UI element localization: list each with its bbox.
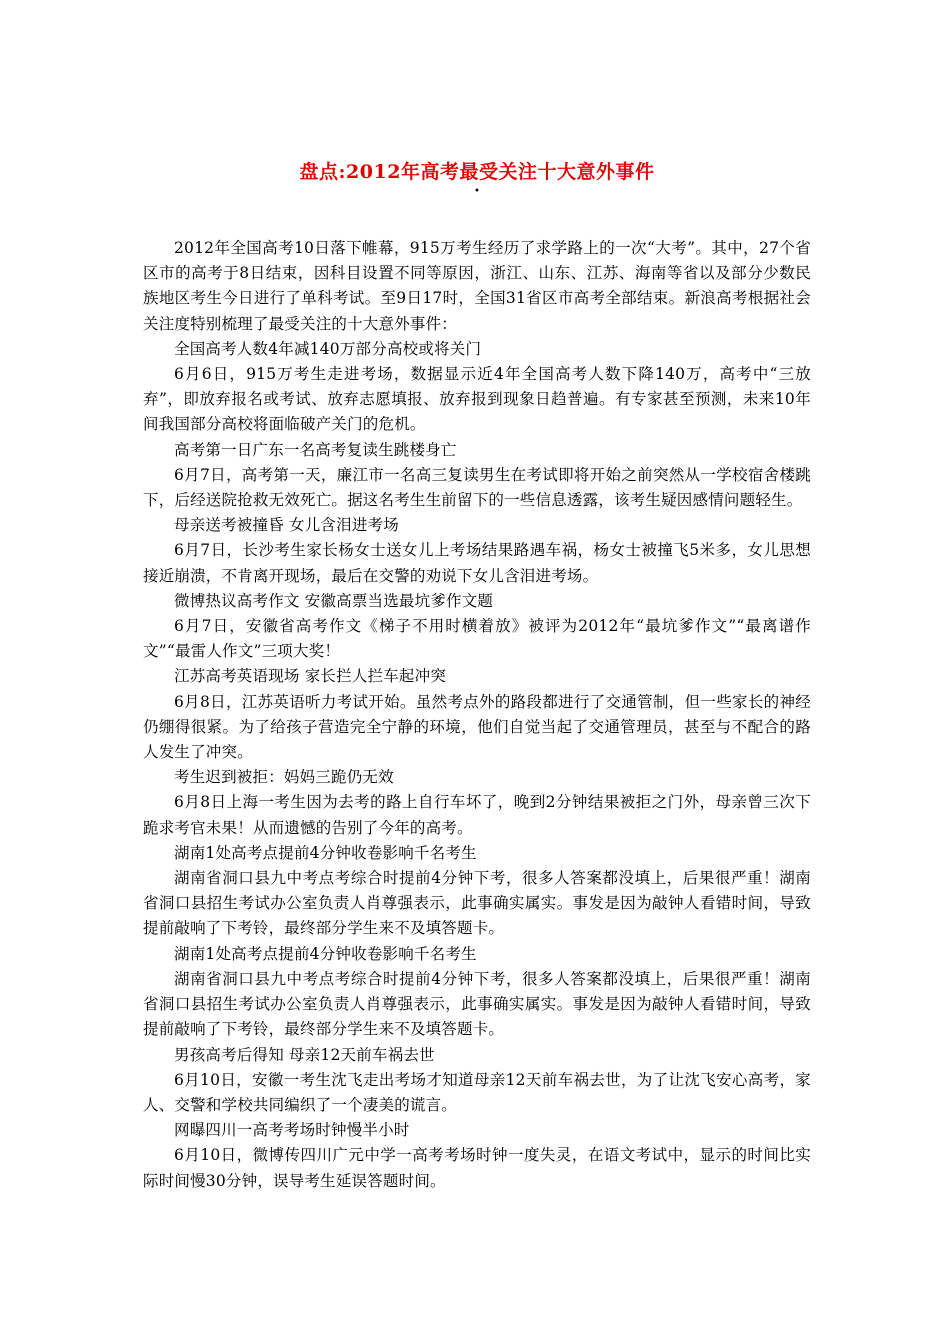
event-heading: 湖南1处高考点提前4分钟收卷影响千名考生: [174, 944, 477, 963]
event-heading: 高考第一日广东一名高考复读生跳楼身亡: [174, 440, 457, 459]
intro-paragraph: 2012年全国高考10日落下帷幕，915万考生经历了求学路上的一次“大考”。其中，27个省区市的高考于8日结束，因科目设置不同等原因，浙江、山东、江苏、海南等省以及部分少数民族地区考生今日进行了单科考试。至9日17时，全国31省区市高考全部结束。新浪高考根据社会关注度特别梳理了最受关注的十大意外事件：: [143, 239, 811, 333]
event-heading: 全国高考人数4年减140万部分高校或将关门: [174, 339, 482, 358]
event-heading: 考生迟到被拒：妈妈三跪仍无效: [174, 768, 394, 787]
event-paragraph: 6月10日，安徽一考生沈飞走出考场才知道母亲12天前车祸去世，为了让沈飞安心高考，家人、交警和学校共同编织了一个凄美的谎言。: [143, 1070, 811, 1114]
event-heading: 湖南1处高考点提前4分钟收卷影响千名考生: [174, 843, 477, 862]
event-paragraph: 6月8日上海一考生因为去考的路上自行车坏了，晚到2分钟结果被拒之门外，母亲曾三次下跪求考官未果！从而遗憾的告别了今年的高考。: [143, 793, 811, 837]
event-paragraph: 6月7日，长沙考生家长杨女士送女儿上考场结果路遇车祸，杨女士被撞飞5米多，女儿思想接近崩溃，不肯离开现场，最后在交警的劝说下女儿含泪进考场。: [143, 541, 811, 585]
event-heading: 男孩高考后得知 母亲12天前车祸去世: [174, 1045, 435, 1064]
event-paragraph: 6月7日，高考第一天，廉江市一名高三复读男生在考试即将开始之前突然从一学校宿舍楼跳下，后经送院抢救无效死亡。据这名考生生前留下的一些信息透露，该考生疑因感情问题轻生。: [143, 465, 811, 510]
event-paragraph: 6月7日，安徽省高考作文《梯子不用时横着放》被评为2012年“最坑爹作文”“最离谱作文”“最雷人作文”三项大奖！: [143, 617, 811, 661]
document-page: [143, 158, 811, 1194]
title-bullet: •: [474, 186, 480, 197]
event-paragraph: 湖南省洞口县九中考点考综合时提前4分钟下考，很多人答案都没填上，后果很严重！湖南省洞口县招生考试办公室负责人肖尊强表示，此事确实属实。事发是因为敲钟人看错时间，导致提前敲响了下考铃，最终部分学生来不及填答题卡。: [143, 969, 811, 1039]
event-paragraph: 6月6日，915万考生走进考场，数据显示近4年全国高考人数下降140万，高考中“三放弃”，即放弃报名或考试、放弃志愿填报、放弃报到现象日趋普遍。有专家甚至预测，未来10年间我国部分高校将面临破产关门的危机。: [143, 365, 811, 434]
document-title: 盘点:2012年高考最受关注十大意外事件: [299, 161, 655, 183]
event-paragraph: 6月8日，江苏英语听力考试开始。虽然考点外的路段都进行了交通管制，但一些家长的神经仍绷得很紧。为了给孩子营造完全宁静的环境，他们自觉当起了交通管理员，甚至与不配合的路人发生了冲突。: [143, 692, 811, 762]
document-body: [143, 236, 811, 1194]
event-paragraph: 6月10日，微博传四川广元中学一高考考场时钟一度失灵，在语文考试中，显示的时间比实际时间慢30分钟，误导考生延误答题时间。: [143, 1146, 811, 1190]
event-heading: 江苏高考英语现场 家长拦人拦车起冲突: [174, 667, 447, 686]
event-heading: 网曝四川一高考考场时钟慢半小时: [174, 1121, 410, 1140]
event-heading: 母亲送考被撞昏 女儿含泪进考场: [174, 516, 399, 535]
event-heading: 微博热议高考作文 安徽高票当选最坑爹作文题: [174, 591, 494, 610]
event-paragraph: 湖南省洞口县九中考点考综合时提前4分钟下考，很多人答案都没填上，后果很严重！湖南省洞口县招生考试办公室负责人肖尊强表示，此事确实属实。事发是因为敲钟人看错时间，导致提前敲响了下考铃，最终部分学生来不及填答题卡。: [143, 869, 811, 938]
